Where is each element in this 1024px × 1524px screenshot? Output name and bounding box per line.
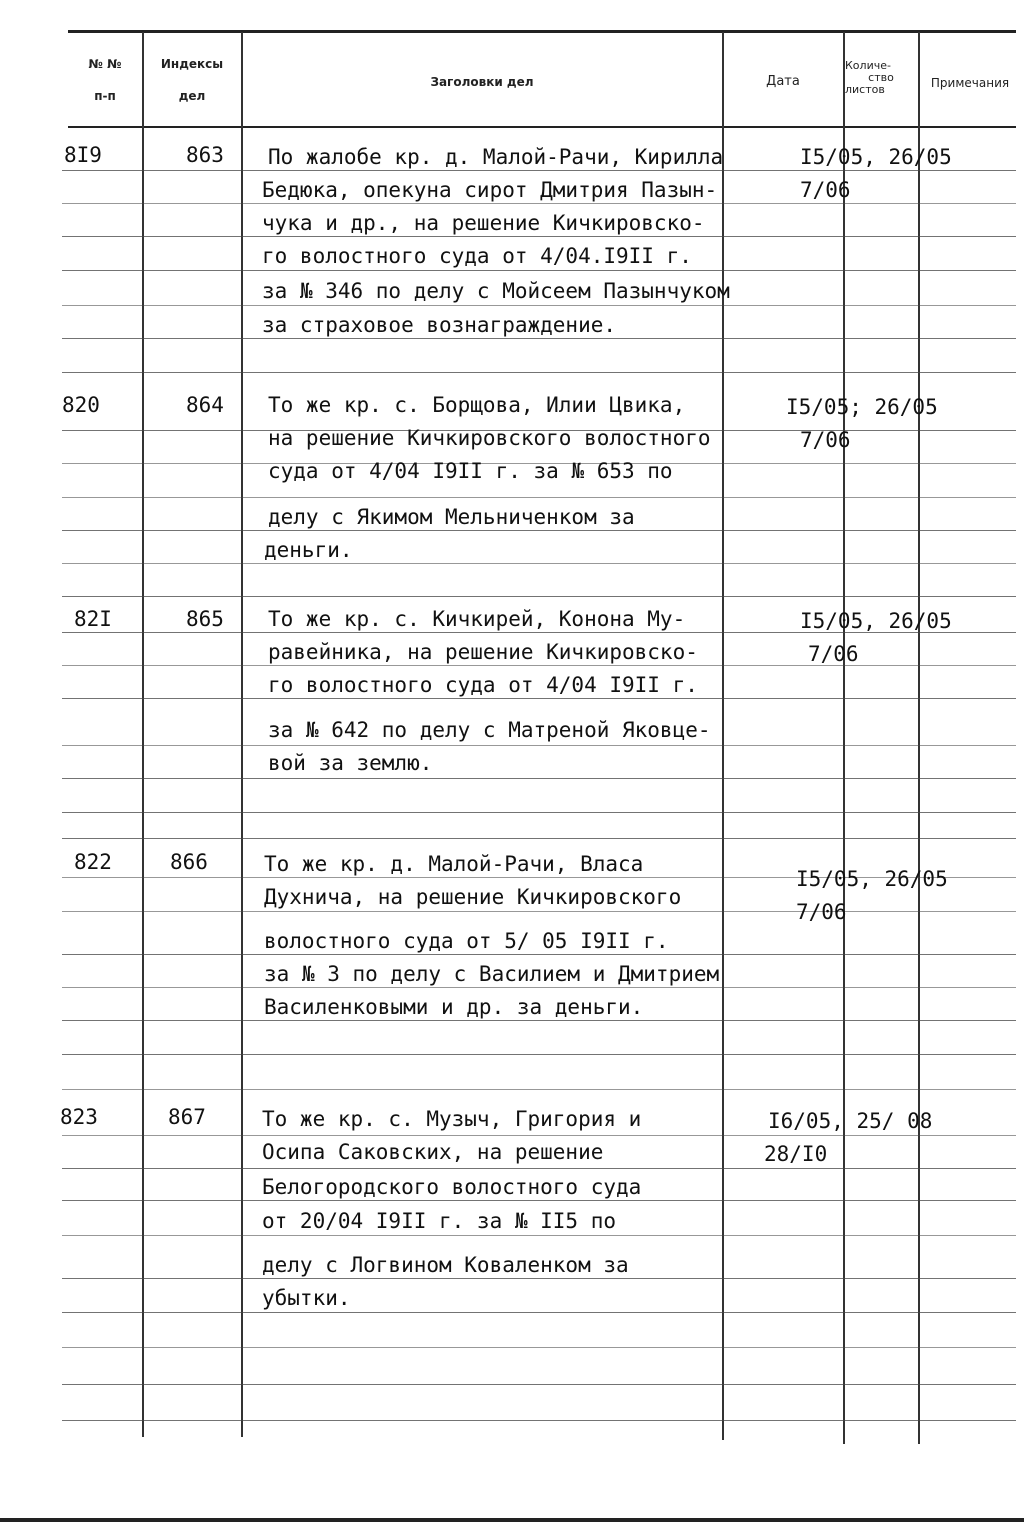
header-num [72,52,138,108]
header-num-line2: п-п [94,89,116,103]
header-date: Дата [766,74,800,89]
record-title-line: Василенковыми и др. за деньги. [264,995,644,1019]
record-num: 8I9 [64,143,102,167]
ledger-rule-line [62,1200,1016,1201]
ledger-rule-line [62,665,1016,666]
record-date-secondary: 28/I0 [764,1142,828,1166]
record-index: 866 [170,850,208,874]
column-divider-5 [918,32,920,1444]
ledger-rule-line [62,954,1016,955]
record-title-line: за № 346 по делу с Мойсеем Пазынчуком [262,279,730,303]
record-num: 820 [62,393,100,417]
record-date-primary: I5/05, 26/05 [800,145,952,169]
ledger-rule-line [62,745,1016,746]
record-date-secondary: 7/06 [796,900,847,924]
header-count [845,60,917,96]
ledger-rule-line [62,236,1016,237]
ledger-rule-line [62,698,1016,699]
column-divider-4 [843,32,845,1444]
ledger-rule-line [62,203,1016,204]
header-index-line1: Индексы [160,57,224,71]
record-date-secondary: 7/06 [800,428,851,452]
ledger-rule-line [62,372,1016,373]
ledger-rule-line [62,1135,1016,1136]
record-title-line: Духнича, на решение Кичкировского [264,885,682,909]
column-divider-1 [142,32,144,1437]
record-title-line: на решение Кичкировского волостного [268,426,711,450]
record-date-primary: I5/05; 26/05 [786,395,938,419]
ledger-rule-line [62,1312,1016,1313]
record-title-line: То же кр. с. Кичкирей, Конона Му- [268,607,686,631]
header-index-line2: дел [178,89,206,103]
record-num: 82I [74,607,112,631]
record-title-line: То же кр. с. Музыч, Григория и [262,1107,642,1131]
record-title-line: го волостного суда от 4/04.I9II г. [262,244,692,268]
record-title-line: го волостного суда от 4/04 I9II г. [268,673,698,697]
ledger-rule-line [62,1384,1016,1385]
record-index: 867 [168,1105,206,1129]
ledger-rule-line [62,305,1016,306]
record-title-line: По жалобе кр. д. Малой-Рачи, Кирилла [268,145,724,169]
record-title-line: Бедюка, опекуна сирот Дмитрия Пазын- [262,178,718,202]
header-count-line1: Количе- [845,59,891,72]
record-title-line: суда от 4/04 I9II г. за № 653 по [268,459,673,483]
record-date-primary: I6/05, 25/ 08 [768,1109,933,1133]
record-title-line: Белогородского волостного суда [262,1175,642,1199]
record-title-line: за № 3 по делу с Василием и Дмитрием [264,962,720,986]
ledger-rule-line [62,1168,1016,1169]
column-divider-2 [241,32,243,1437]
record-title-line: делу с Якимом Мельниченком за [268,505,635,529]
record-title-line: То же кр. д. Малой-Рачи, Власа [264,852,644,876]
record-title-line: от 20/04 I9II г. за № II5 по [262,1209,617,1233]
ledger-rule-line [62,911,1016,912]
top-border-rule [68,30,1016,33]
header-notes: Примечания [930,76,1010,90]
record-title-line: деньги. [264,538,353,562]
header-bottom-rule [68,126,1016,128]
header-index [146,52,238,108]
ledger-rule-line [62,778,1016,779]
ledger-rule-line [62,1278,1016,1279]
record-title-line: Осипа Саковских, на решение [262,1140,604,1164]
record-date-secondary: 7/06 [808,642,859,666]
record-title-line: вой за землю. [268,751,433,775]
record-num: 823 [60,1105,98,1129]
record-index: 864 [186,393,224,417]
record-title-line: чука и др., на решение Кичкировско- [262,211,705,235]
record-title-line: То же кр. с. Борщова, Илии Цвика, [268,393,686,417]
ledger-rule-line [62,838,1016,839]
ledger-rule-line [62,563,1016,564]
record-title-line: волостного суда от 5/ 05 I9II г. [264,929,669,953]
ledger-rule-line [62,812,1016,813]
header-title: Заголовки дел [430,75,534,89]
ledger-rule-line [62,1089,1016,1090]
ledger-rule-line [62,1347,1016,1348]
ledger-rule-line [62,497,1016,498]
ledger-rule-line [62,1235,1016,1236]
record-date-primary: I5/05, 26/05 [800,609,952,633]
bottom-border-rule [0,1518,1024,1522]
record-title-line: делу с Логвином Коваленком за [262,1253,629,1277]
header-count-line3: листов [845,83,885,96]
ledger-rule-line [62,338,1016,339]
record-index: 865 [186,607,224,631]
ledger-rule-line [62,170,1016,171]
ledger-rule-line [62,1020,1016,1021]
header-num-line1: № № [88,57,122,71]
record-date-secondary: 7/06 [800,178,851,202]
ledger-rule-line [62,596,1016,597]
record-title-line: убытки. [262,1286,351,1310]
record-title-line: равейника, на решение Кичкировско- [268,640,698,664]
ledger-rule-line [62,1420,1016,1421]
column-divider-3 [722,32,724,1440]
ledger-rule-line [62,530,1016,531]
record-title-line: за № 642 по делу с Матреной Яковце- [268,718,711,742]
ledger-rule-line [62,270,1016,271]
record-title-line: за страховое вознаграждение. [262,313,617,337]
record-index: 863 [186,143,224,167]
ledger-rule-line [62,987,1016,988]
record-date-primary: I5/05, 26/05 [796,867,948,891]
record-num: 822 [74,850,112,874]
ledger-rule-line [62,1054,1016,1055]
header-count-line2: ство [868,71,894,84]
